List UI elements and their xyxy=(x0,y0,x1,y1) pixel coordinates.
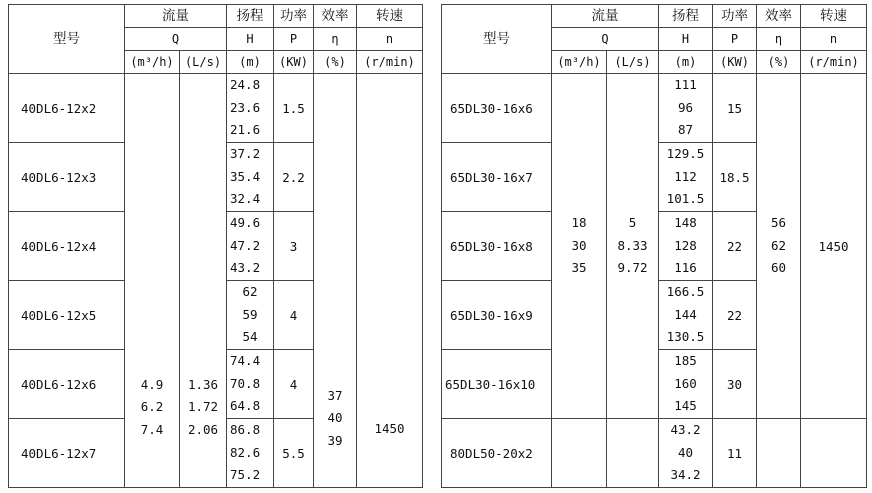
header-power: 功率 xyxy=(713,5,757,28)
head-value: 160 xyxy=(674,375,697,391)
head-value: 116 xyxy=(674,260,697,276)
header-flow-unit-ls: (L/s) xyxy=(607,51,659,74)
eff-value: 39 xyxy=(327,432,343,448)
header-head-unit: (m) xyxy=(659,51,713,74)
model-cell: 65DL30-16x8 xyxy=(442,212,552,281)
head-value: 130.5 xyxy=(666,329,705,345)
header-head: 扬程 xyxy=(659,5,713,28)
flow-value: 4.9 xyxy=(140,376,164,392)
head-value: 74.4 xyxy=(230,353,261,369)
header-head: 扬程 xyxy=(227,5,274,28)
header-eff-unit: (%) xyxy=(757,51,801,74)
flow-value: 1.36 xyxy=(187,376,219,392)
head-value: 47.2 xyxy=(230,237,261,253)
flow-value: 35 xyxy=(571,260,587,276)
head-cell xyxy=(227,212,274,281)
head-value: 166.5 xyxy=(666,284,705,300)
head-value: 32.4 xyxy=(230,191,261,207)
flow-m3h-cell-empty xyxy=(552,419,607,488)
header-eff-sym: η xyxy=(757,28,801,51)
header-eff: 效率 xyxy=(314,5,357,28)
head-cell xyxy=(659,350,713,419)
speed-cell: 1450 xyxy=(801,74,867,419)
head-value: 59 xyxy=(242,306,258,322)
head-value: 96 xyxy=(677,99,694,115)
header-speed-sym: n xyxy=(801,28,867,51)
model-cell: 80DL50-20x2 xyxy=(442,419,552,488)
header-speed-unit: (r/min) xyxy=(801,51,867,74)
model-cell: 65DL30-16x7 xyxy=(442,143,552,212)
eff-value: 37 xyxy=(327,387,343,403)
power-cell: 3 xyxy=(274,212,314,281)
head-value: 145 xyxy=(674,398,697,414)
head-value: 111 xyxy=(674,77,697,93)
head-cell xyxy=(659,281,713,350)
header-flow-unit-m3h: (m³/h) xyxy=(552,51,607,74)
head-cell xyxy=(659,212,713,281)
head-value: 82.6 xyxy=(230,444,261,460)
power-cell: 4 xyxy=(274,281,314,350)
flow-ls-cell xyxy=(607,74,659,419)
flow-value: 7.4 xyxy=(140,421,164,437)
eff-value: 62 xyxy=(770,237,787,253)
header-power-unit: (KW) xyxy=(274,51,314,74)
header-flow: 流量 xyxy=(552,5,659,28)
speed-cell-empty xyxy=(801,419,867,488)
header-power-unit: (KW) xyxy=(713,51,757,74)
model-cell: 40DL6-12x7 xyxy=(9,419,125,488)
header-head-sym: H xyxy=(659,28,713,51)
flow-value: 8.33 xyxy=(617,237,648,253)
header-power-sym: P xyxy=(713,28,757,51)
header-flow-unit-m3h: (m³/h) xyxy=(125,51,180,74)
model-cell: 65DL30-16x10 xyxy=(442,350,552,419)
header-head-unit: (m) xyxy=(227,51,274,74)
head-value: 185 xyxy=(674,353,697,369)
header-speed: 转速 xyxy=(357,5,423,28)
eff-cell xyxy=(757,74,801,419)
model-cell: 65DL30-16x9 xyxy=(442,281,552,350)
model-cell: 40DL6-12x6 xyxy=(9,350,125,419)
header-speed-sym: n xyxy=(357,28,423,51)
power-cell: 18.5 xyxy=(713,143,757,212)
header-power-sym: P xyxy=(274,28,314,51)
power-cell: 2.2 xyxy=(274,143,314,212)
head-cell xyxy=(227,143,274,212)
head-cell xyxy=(227,419,274,488)
power-cell: 22 xyxy=(713,212,757,281)
head-cell xyxy=(227,74,274,143)
header-flow: 流量 xyxy=(125,5,227,28)
flow-value: 30 xyxy=(571,237,587,253)
model-cell: 40DL6-12x4 xyxy=(9,212,125,281)
head-value: 43.2 xyxy=(670,422,701,438)
power-cell: 30 xyxy=(713,350,757,419)
eff-value: 40 xyxy=(327,410,343,425)
head-cell xyxy=(659,419,713,488)
head-value: 34.2 xyxy=(670,467,701,483)
header-head-sym: H xyxy=(227,28,274,51)
flow-value: 9.72 xyxy=(617,260,648,276)
eff-value: 60 xyxy=(770,260,787,276)
head-value: 37.2 xyxy=(230,146,261,162)
header-speed-unit: (r/min) xyxy=(357,51,423,74)
eff-cell xyxy=(314,74,357,488)
flow-value: 2.06 xyxy=(187,421,219,437)
pump-spec-table-right xyxy=(441,4,867,488)
flow-m3h-cell xyxy=(552,74,607,419)
head-value: 21.6 xyxy=(230,122,261,138)
header-power: 功率 xyxy=(274,5,314,28)
power-cell: 15 xyxy=(713,74,757,143)
power-cell: 1.5 xyxy=(274,74,314,143)
power-cell: 4 xyxy=(274,350,314,419)
header-eff-unit: (%) xyxy=(314,51,357,74)
flow-value: 1.72 xyxy=(187,399,219,414)
head-value: 40 xyxy=(677,444,694,460)
power-cell: 11 xyxy=(713,419,757,488)
pump-spec-table-left xyxy=(8,4,423,488)
power-cell: 5.5 xyxy=(274,419,314,488)
head-value: 23.6 xyxy=(230,99,261,115)
flow-value: 5 xyxy=(628,215,637,231)
head-value: 129.5 xyxy=(666,146,705,162)
flow-value: 6.2 xyxy=(140,399,164,414)
head-value: 148 xyxy=(674,215,697,231)
header-flow-sym: Q xyxy=(125,28,227,51)
head-value: 54 xyxy=(242,329,258,345)
flow-ls-cell xyxy=(180,74,227,488)
model-cell: 65DL30-16x6 xyxy=(442,74,552,143)
head-cell xyxy=(659,143,713,212)
head-value: 35.4 xyxy=(230,168,261,184)
header-flow-sym: Q xyxy=(552,28,659,51)
model-cell: 40DL6-12x3 xyxy=(9,143,125,212)
head-value: 24.8 xyxy=(230,77,261,93)
model-cell: 40DL6-12x2 xyxy=(9,74,125,143)
head-value: 70.8 xyxy=(230,375,261,391)
head-cell xyxy=(659,74,713,143)
header-eff: 效率 xyxy=(757,5,801,28)
head-value: 43.2 xyxy=(230,260,261,276)
eff-value: 56 xyxy=(770,215,787,231)
speed-cell: 1450 xyxy=(357,74,423,488)
head-value: 86.8 xyxy=(230,422,261,438)
head-value: 128 xyxy=(674,237,697,253)
flow-value: 18 xyxy=(571,215,587,231)
power-cell: 22 xyxy=(713,281,757,350)
head-value: 75.2 xyxy=(230,467,261,483)
header-eff-sym: η xyxy=(314,28,357,51)
model-cell: 40DL6-12x5 xyxy=(9,281,125,350)
head-value: 64.8 xyxy=(230,398,261,414)
eff-cell-empty xyxy=(757,419,801,488)
flow-ls-cell-empty xyxy=(607,419,659,488)
head-value: 87 xyxy=(677,122,694,138)
header-model: 型号 xyxy=(9,5,125,74)
head-value: 49.6 xyxy=(230,215,261,231)
header-speed: 转速 xyxy=(801,5,867,28)
header-flow-unit-ls: (L/s) xyxy=(180,51,227,74)
flow-m3h-cell xyxy=(125,74,180,488)
head-cell xyxy=(227,350,274,419)
header-model: 型号 xyxy=(442,5,552,74)
head-value: 144 xyxy=(674,306,697,322)
head-value: 62 xyxy=(242,284,258,300)
head-cell xyxy=(227,281,274,350)
head-value: 112 xyxy=(674,168,697,184)
head-value: 101.5 xyxy=(666,191,705,207)
